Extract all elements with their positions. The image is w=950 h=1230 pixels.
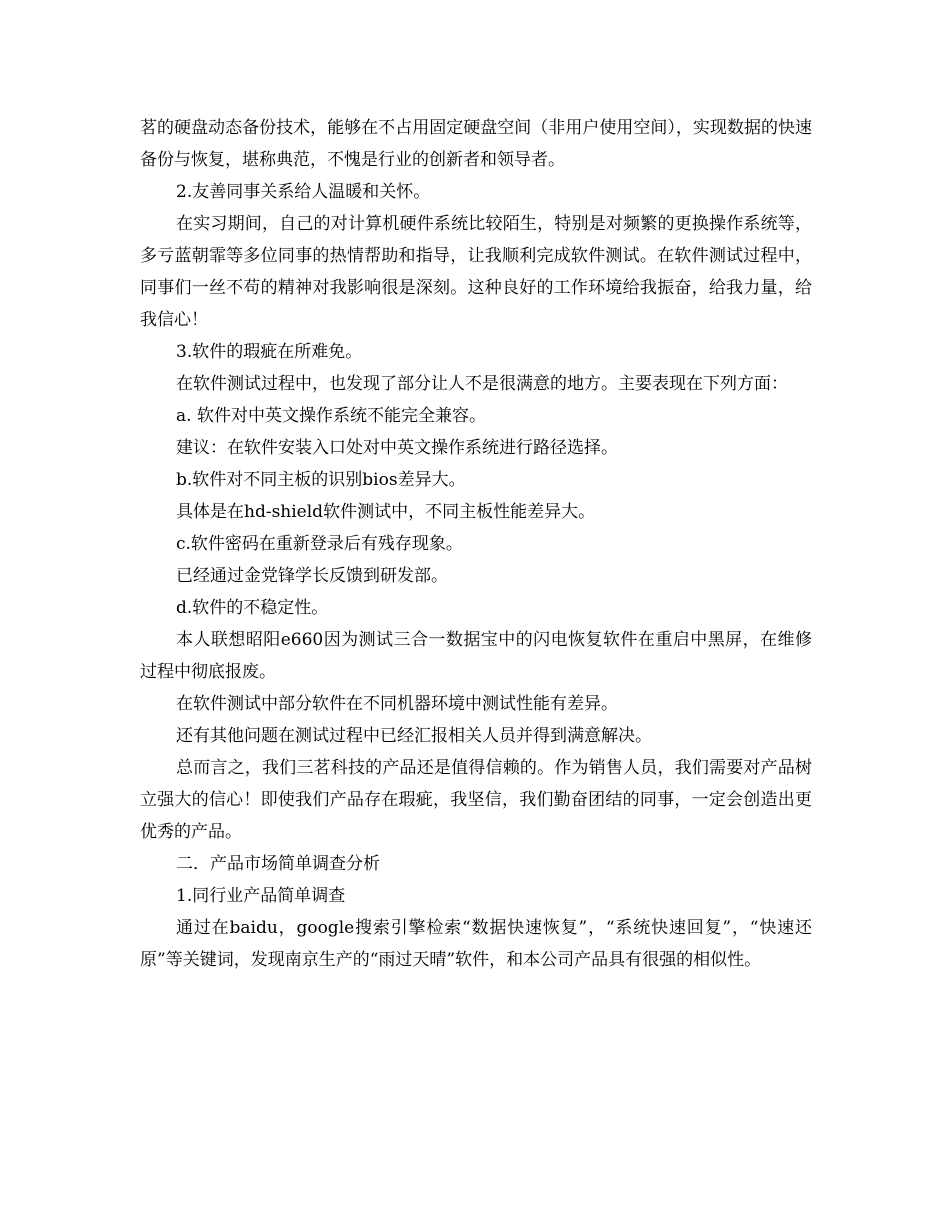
section-heading-market: 二．产品市场简单调查分析	[176, 854, 380, 874]
flaw-item-c: c.软件密码在重新登录后有残存现象。	[176, 534, 463, 554]
flaw-detail-d: 本人联想昭阳e660因为测试三合一数据宝中的闪电恢复软件在重启中黑屏，在维修过程中彻底报废。	[140, 630, 812, 682]
heading-software-flaws: 3.软件的瑕疵在所难免。	[176, 342, 363, 362]
paragraph-other-issues: 还有其他问题在测试过程中已经汇报相关人员并得到满意解决。	[176, 726, 652, 746]
flaw-suggestion: 建议：在软件安装入口处对中英文操作系统进行路径选择。	[176, 438, 618, 458]
flaw-detail-c: 已经通过金党锋学长反馈到研发部。	[176, 566, 448, 586]
paragraph-summary: 总而言之，我们三茗科技的产品还是值得信赖的。作为销售人员，我们需要对产品树立强大的信心！即使我们产品存在瑕疵，我坚信，我们勤奋团结的同事，一定会创造出更优秀的产品。	[140, 758, 812, 842]
heading-colleague-relations: 2.友善同事关系给人温暖和关怀。	[176, 182, 431, 202]
flaw-detail-b: 具体是在hd-shield软件测试中，不同主板性能差异大。	[176, 502, 596, 522]
paragraph-survey: 通过在baidu，google搜索引擎检索“数据快速恢复”，“系统快速回复”，“快速还原”等关键词，发现南京生产的“雨过天晴”软件，和本公司产品具有很强的相似性。	[140, 918, 812, 970]
flaw-item-b: b.软件对不同主板的识别bios差异大。	[176, 470, 466, 490]
paragraph-flaws-intro: 在软件测试过程中，也发现了部分让人不是很满意的地方。主要表现在下列方面：	[176, 374, 788, 394]
paragraph-continuation: 茗的硬盘动态备份技术，能够在不占用固定硬盘空间（非用户使用空间），实现数据的快速备份与恢复，堪称典范，不愧是行业的创新者和领导者。	[140, 118, 812, 170]
document-body	[140, 112, 812, 976]
paragraph-test-variance: 在软件测试中部分软件在不同机器环境中测试性能有差异。	[176, 694, 618, 714]
flaw-item-d: d.软件的不稳定性。	[176, 598, 329, 618]
paragraph-internship: 在实习期间，自己的对计算机硬件系统比较陌生，特别是对频繁的更换操作系统等，多亏蓝朝霏等多位同事的热情帮助和指导，让我顺利完成软件测试。在软件测试过程中，同事们一丝不苟的精神对我影响很是深刻。这种良好的工作环境给我振奋，给我力量，给我信心！	[140, 214, 812, 330]
flaw-item-a: a. 软件对中英文操作系统不能完全兼容。	[176, 406, 486, 426]
heading-industry-survey: 1.同行业产品简单调查	[176, 886, 346, 906]
